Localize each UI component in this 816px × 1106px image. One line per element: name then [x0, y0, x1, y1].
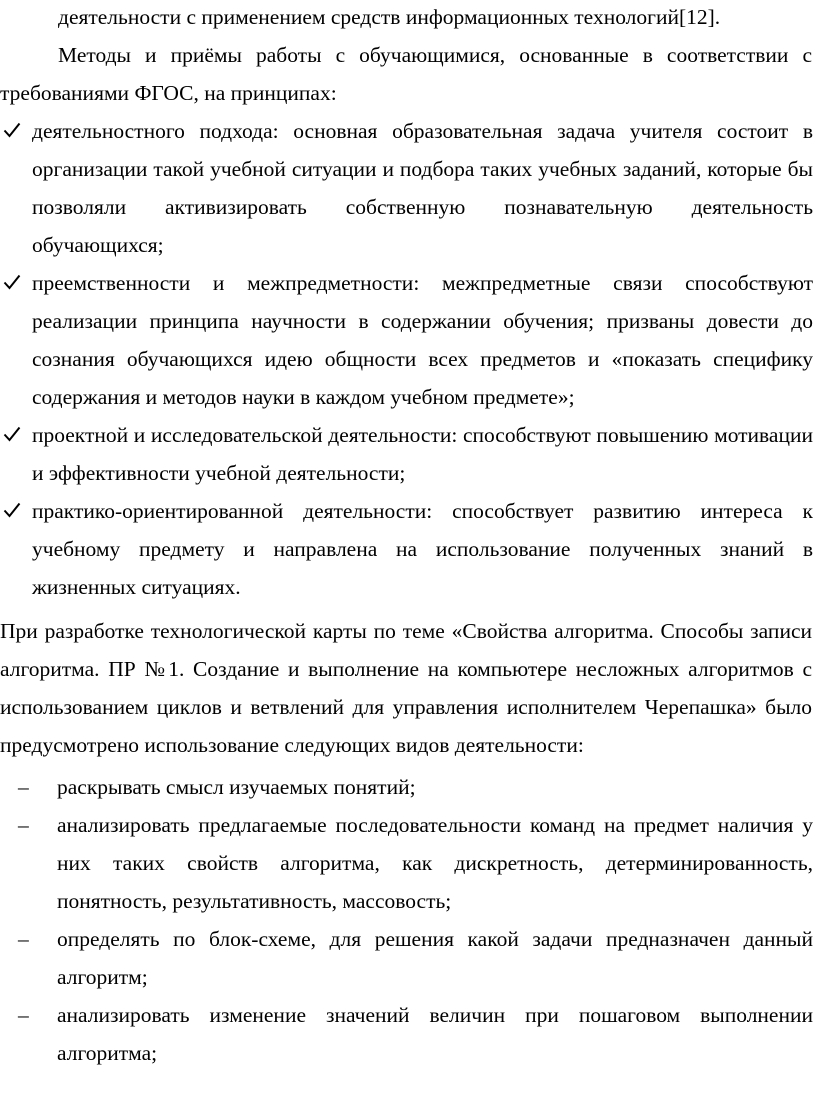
- activity-text: анализировать изменение значений величин при пошаговом выполнении алгоритма;: [57, 1003, 813, 1065]
- tech-card-paragraph: При разработке технологической карты по теме «Свойства алгоритма. Способы записи алгоритма. ПР №1. Создание и выполнение на компьютере несложных алгоритмов с использованием циклов и ветвлений для управления исполнителем Черепашка» было предусмотрено использование следующих видов деятельности:: [0, 619, 812, 757]
- activity-item: [0, 920, 816, 996]
- checkmark-icon: [3, 273, 21, 291]
- principle-item: [0, 264, 816, 416]
- principle-text: преемственности и межпредметности: межпредметные связи способствуют реализации принципа научности в содержании обучения; призваны довести до сознания обучающихся идею общности всех предметов и «показать специфику содержания и методов науки в каждом учебном предмете»;: [32, 271, 813, 409]
- activity-text: анализировать предлагаемые последовательности команд на предмет наличия у них таких свойств алгоритма, как дискретность, детерминированность, понятность, результативность, массовость;: [57, 813, 813, 913]
- principle-item: [0, 112, 816, 264]
- principle-text: деятельностного подхода: основная образовательная задача учителя состоит в организации такой учебной ситуации и подбора таких учебных заданий, которые бы позволяли активизировать собственную познавательную деятельность обучающихся;: [32, 119, 813, 257]
- dash-marker: –: [18, 775, 29, 799]
- continuation-line: деятельности с применением средств информационных технологий[12].: [58, 5, 721, 29]
- checkmark-icon: [3, 121, 21, 139]
- activity-item: [0, 768, 816, 806]
- principle-item: [0, 492, 816, 606]
- dash-marker: –: [18, 1003, 29, 1027]
- activity-text: раскрывать смысл изучаемых понятий;: [57, 775, 416, 799]
- principle-text: проектной и исследовательской деятельности: способствуют повышению мотивации и эффективности учебной деятельности;: [32, 423, 813, 485]
- activities-list: [0, 768, 816, 1072]
- checkmark-icon: [3, 425, 21, 443]
- checkmark-icon: [3, 501, 21, 519]
- activity-text: определять по блок-схеме, для решения какой задачи предназначен данный алгоритм;: [57, 927, 813, 989]
- principle-item: [0, 416, 816, 492]
- activity-item: [0, 806, 816, 920]
- dash-marker: –: [18, 927, 29, 951]
- activity-item: [0, 996, 816, 1072]
- intro-paragraph: Методы и приёмы работы с обучающимися, основанные в соответствии с требованиями ФГОС, на принципах:: [0, 43, 812, 105]
- dash-marker: –: [18, 813, 29, 837]
- principle-text: практико-ориентированной деятельности: способствует развитию интереса к учебному предмету и направлена на использование полученных знаний в жизненных ситуациях.: [32, 499, 813, 599]
- principles-list: [0, 112, 816, 606]
